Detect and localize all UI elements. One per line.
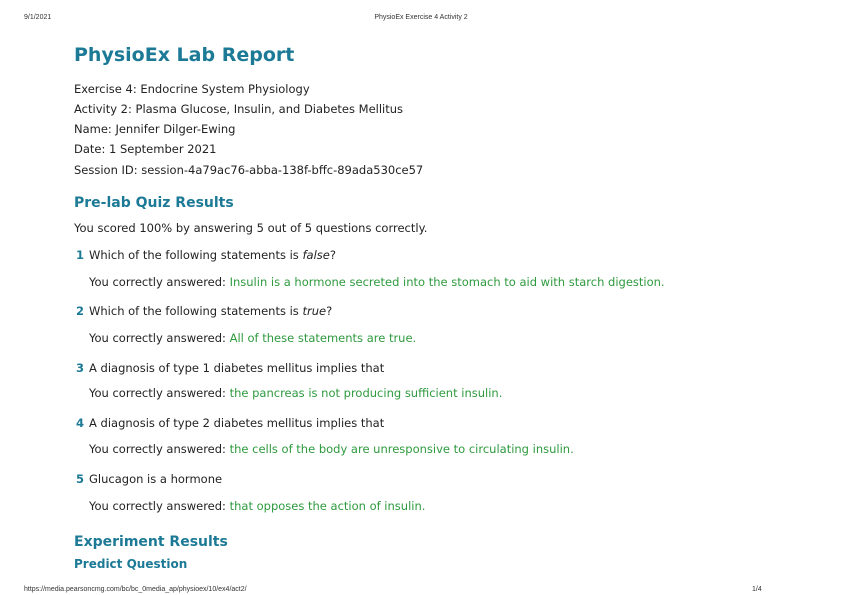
question-number: 1 [76,248,85,262]
answer-value: that opposes the action of insulin. [229,499,426,513]
answer-value: the pancreas is not producing sufficient insulin. [229,386,503,400]
question-emphasis: false [302,248,330,262]
question-text: A diagnosis of type 1 diabetes mellitus implies that [89,361,385,375]
print-date: 9/1/2021 [24,14,52,21]
answer-1 [89,275,665,289]
answer-2 [89,331,416,345]
page-number: 1/4 [752,586,762,593]
question-text: A diagnosis of type 2 diabetes mellitus implies that [89,416,385,430]
question-number: 3 [76,361,85,375]
question-text-end: ? [329,248,336,262]
report-title: PhysioEx Lab Report [74,44,295,66]
answer-prefix: You correctly answered: [89,386,230,400]
question-text: Glucagon is a hormone [89,472,223,486]
quiz-score: You scored 100% by answering 5 out of 5 questions correctly. [74,221,428,235]
answer-4 [89,442,574,456]
question-number: 2 [76,304,85,318]
predict-subheading: Predict Question [74,557,188,571]
answer-value: the cells of the body are unresponsive to circulating insulin. [229,442,574,456]
question-text: Which of the following statements is [89,248,303,262]
answer-prefix: You correctly answered: [89,442,230,456]
activity-line: Activity 2: Plasma Glucose, Insulin, and Diabetes Mellitus [74,102,404,116]
answer-value: Insulin is a hormone secreted into the stomach to aid with starch digestion. [229,275,665,289]
question-text-end: ? [326,304,333,318]
answer-3 [89,386,502,400]
question-2 [76,304,332,318]
print-title: PhysioEx Exercise 4 Activity 2 [374,14,468,21]
answer-prefix: You correctly answered: [89,275,230,289]
date-line: Date: 1 September 2021 [74,142,217,156]
experiment-heading: Experiment Results [74,534,228,550]
question-3 [76,361,384,375]
question-text: Which of the following statements is [89,304,303,318]
question-emphasis: true [302,304,327,318]
question-number: 5 [76,472,85,486]
question-4 [76,416,384,430]
session-line: Session ID: session-4a79ac76-abba-138f-bffc-89ada530ce57 [74,163,424,177]
answer-prefix: You correctly answered: [89,331,230,345]
print-url: https://media.pearsoncmg.com/bc/bc_0media_ap/physioex/10/ex4/act2/ [24,586,247,593]
question-1 [76,248,336,262]
quiz-heading: Pre-lab Quiz Results [74,195,234,211]
name-line: Name: Jennifer Dilger-Ewing [74,122,236,136]
answer-value: All of these statements are true. [229,331,417,345]
exercise-line: Exercise 4: Endocrine System Physiology [74,82,310,96]
question-number: 4 [76,416,85,430]
answer-5 [89,499,425,513]
answer-prefix: You correctly answered: [89,499,230,513]
question-5 [76,472,222,486]
